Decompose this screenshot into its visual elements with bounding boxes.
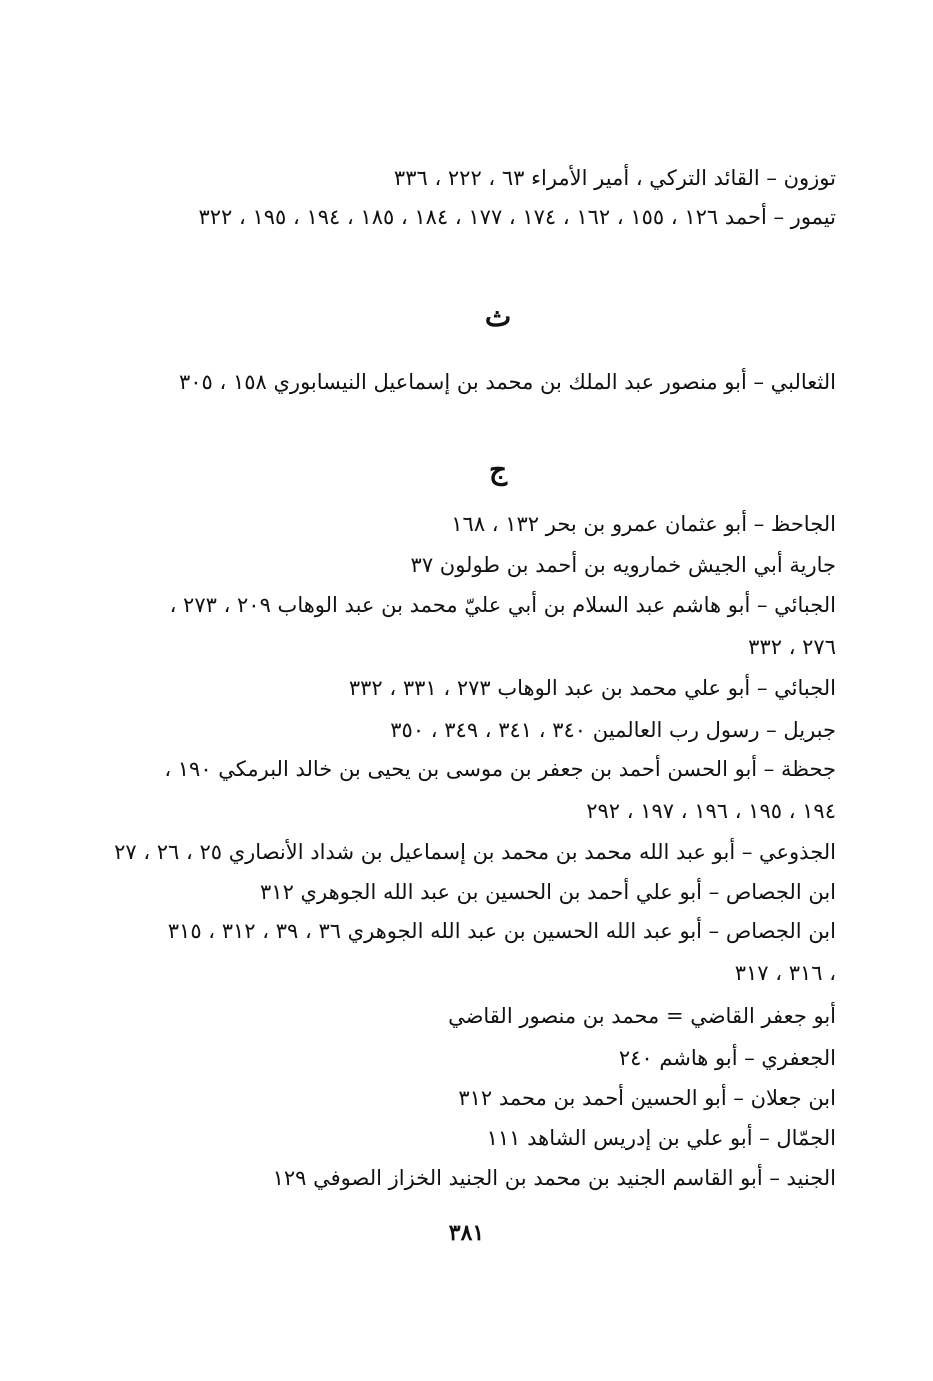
index-entry: الجمّال – أبو علي بن إدريس الشاهد ١١١	[486, 1126, 836, 1150]
index-entry: ابن جعلان – أبو الحسين أحمد بن محمد ٣١٢	[458, 1086, 836, 1110]
index-entry: الجذوعي – أبو عبد الله محمد بن محمد بن إسماعيل بن شداد الأنصاري ٢٥ ، ٢٦ ، ٢٧	[114, 840, 836, 864]
index-entry: الجبائي – أبو هاشم عبد السلام بن أبي عليّ محمد بن عبد الوهاب ٢٠٩ ، ٢٧٣ ، ٢٧٦ ، ٣٣٢	[169, 593, 836, 659]
section-letter: ج	[488, 453, 508, 486]
index-entry: الجاحظ – أبو عثمان عمرو بن بحر ١٣٢ ، ١٦٨	[451, 512, 836, 536]
section-letter: ث	[484, 300, 512, 333]
index-entry: جارية أبي الجيش خمارويه بن أحمد بن طولون ٣٧	[410, 553, 836, 577]
index-entry: جبريل – رسول رب العالمين ٣٤٠ ، ٣٤١ ، ٣٤٩ ، ٣٥٠	[390, 718, 836, 742]
index-entry: ابن الجصاص – أبو عبد الله الحسين بن عبد الله الجوهري ٣٦ ، ٣٩ ، ٣١٢ ، ٣١٥ ، ٣١٦ ، ٣١٧	[167, 919, 836, 985]
index-entry: الثعالبي – أبو منصور عبد الملك بن محمد بن إسماعيل النيسابوري ١٥٨ ، ٣٠٥	[178, 370, 836, 394]
index-entry: الجعفري – أبو هاشم ٢٤٠	[618, 1046, 836, 1070]
index-entry: جحظة – أبو الحسن أحمد بن جعفر بن موسى بن يحيى بن خالد البرمكي ١٩٠ ، ١٩٤ ، ١٩٥ ، ١٩٦ ، ١٩٧ ، ٢٩٢	[164, 757, 836, 823]
index-entry: أبو جعفر القاضي = محمد بن منصور القاضي	[448, 1004, 836, 1028]
index-page	[114, 150, 836, 1250]
index-entry: الجنيد – أبو القاسم الجنيد بن محمد بن الجنيد الخزاز الصوفي ١٢٩	[272, 1166, 836, 1190]
index-entry: توزون – القائد التركي ، أمير الأمراء ٦٣ ، ٢٢٢ ، ٣٣٦	[393, 166, 836, 190]
index-entry: الجبائي – أبو علي محمد بن عبد الوهاب ٢٧٣ ، ٣٣١ ، ٣٣٢	[348, 676, 836, 700]
index-entry: ابن الجصاص – أبو علي أحمد بن الحسين بن عبد الله الجوهري ٣١٢	[260, 880, 836, 904]
page-number: ٣٨١	[448, 1220, 485, 1246]
index-entry: تيمور – أحمد ١٢٦ ، ١٥٥ ، ١٦٢ ، ١٧٤ ، ١٧٧ ، ١٨٤ ، ١٨٥ ، ١٩٤ ، ١٩٥ ، ٣٢٢	[198, 205, 836, 229]
